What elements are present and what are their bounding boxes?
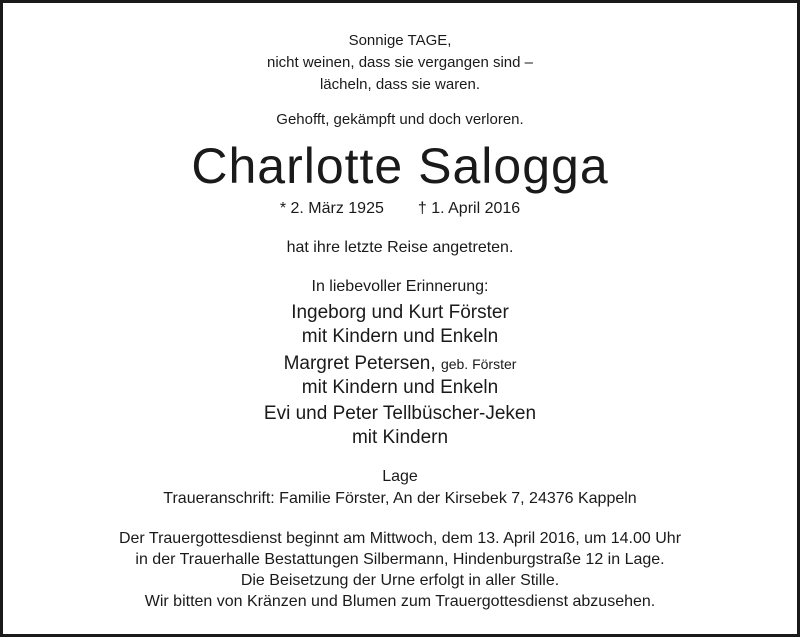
- mourner-family-2-name: Margret Petersen,: [283, 353, 436, 374]
- mourner-family-1: Ingeborg und Kurt Förster: [291, 302, 509, 323]
- life-dates: [3, 198, 797, 220]
- service-line-2: in der Trauerhalle Bestattungen Silbermann, Hindenburgstraße 12 in Lage.: [135, 551, 665, 568]
- mourner-family-1-sub: mit Kindern und Enkeln: [301, 326, 499, 347]
- mourner-family-2: [3, 351, 797, 377]
- poem-line-1: Sonnige TAGE,: [348, 32, 452, 49]
- birth-date: * 2. März 1925: [279, 200, 384, 217]
- service-line-1: Der Trauergottesdienst beginnt am Mittwoch, dem 13. April 2016, um 14.00 Uhr: [118, 530, 682, 547]
- mourner-family-3-sub: mit Kindern: [351, 427, 449, 448]
- deceased-name: Charlotte Salogga: [191, 138, 609, 194]
- poem-line-3: lächeln, dass sie waren.: [319, 76, 481, 93]
- mourner-family-2-note: geb. Förster: [440, 356, 517, 372]
- mourner-family-2-sub: mit Kindern und Enkeln: [301, 377, 499, 398]
- poem-line-2: nicht weinen, dass sie vergangen sind –: [266, 54, 533, 71]
- place: Lage: [382, 468, 418, 485]
- service-line-3: Die Beisetzung der Urne erfolgt in aller Stille.: [240, 572, 560, 589]
- journey-text: hat ihre letzte Reise angetreten.: [286, 239, 514, 256]
- poem-line-4: Gehofft, gekämpft und doch verloren.: [276, 111, 524, 128]
- mourner-family-3: Evi und Peter Tellbüscher-Jeken: [263, 403, 537, 424]
- death-date: † 1. April 2016: [417, 200, 521, 217]
- mourners-intro: In liebevoller Erinnerung:: [311, 278, 489, 295]
- mourning-address: Traueranschrift: Familie Förster, An der Kirsebek 7, 24376 Kappeln: [163, 490, 637, 507]
- service-line-4: Wir bitten von Kränzen und Blumen zum Trauergottesdienst abzusehen.: [144, 593, 656, 610]
